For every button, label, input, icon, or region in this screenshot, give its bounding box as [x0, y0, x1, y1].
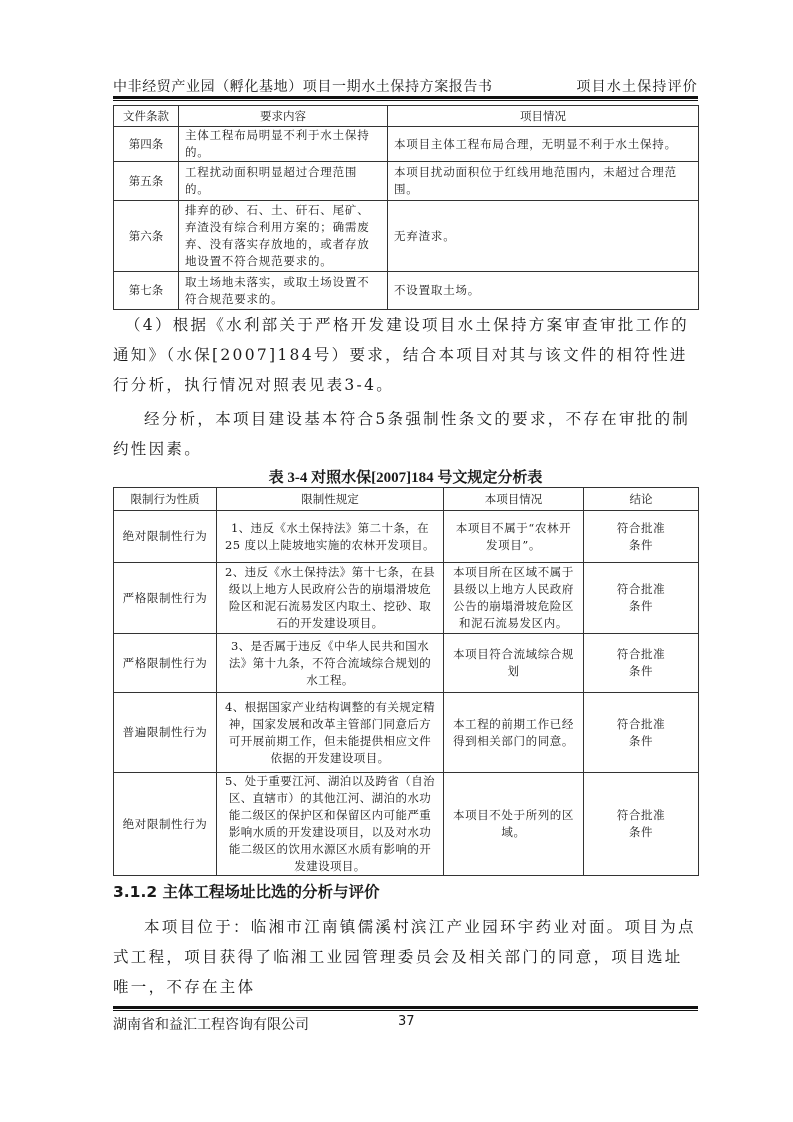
status-cell: 本项目所在区域不属于县级以上地方人民政府公告的崩塌滑坡危险区和泥石流易发区内。 [444, 563, 584, 634]
body-paragraph: 经分析，本项目建设基本符合5条强制性条文的要求，不存在审批的制约性因素。 [113, 410, 691, 458]
restriction-analysis-table [113, 487, 699, 876]
clause-cell: 第七条 [114, 272, 179, 310]
conclusion-cell: 符合批准条件 [584, 563, 699, 634]
status-cell: 本项目不属于“农林开发项目”。 [444, 511, 584, 563]
conclusion-cell: 符合批准条件 [584, 511, 699, 563]
column-header: 限制行为性质 [114, 488, 217, 511]
column-header: 结论 [584, 488, 699, 511]
table-row [114, 773, 699, 876]
table-row [114, 201, 699, 272]
compliance-table-continued [113, 105, 699, 310]
nature-cell: 严格限制性行为 [114, 563, 217, 634]
status-cell: 本工程的前期工作已经得到相关部门的同意。 [444, 693, 584, 773]
column-header: 本项目情况 [444, 488, 584, 511]
requirement-cell: 主体工程布局明显不利于水土保持的。 [179, 127, 388, 162]
requirement-cell: 工程扰动面积明显超过合理范围的。 [179, 162, 388, 201]
footer-rule-thick [113, 1006, 698, 1009]
status-cell: 本项目主体工程布局合理，无明显不利于水土保持。 [388, 127, 699, 162]
header-rule-thick [113, 96, 698, 99]
table-row [114, 162, 699, 201]
table-header-row [114, 488, 699, 511]
column-header: 限制性规定 [217, 488, 444, 511]
table-row [114, 634, 699, 693]
nature-cell: 绝对限制性行为 [114, 773, 217, 876]
nature-cell: 严格限制性行为 [114, 634, 217, 693]
body-paragraph: 本项目位于：临湘市江南镇儒溪村滨江产业园环宇药业对面。项目为点式工程，项目获得了临湘工业园管理委员会及相关部门的同意，项目选址唯一，不存在主体 [113, 918, 696, 996]
footer-rule-thin [113, 1010, 698, 1011]
running-header-title: 中非经贸产业园（孵化基地）项目一期水土保持方案报告书 [113, 79, 493, 95]
header-rule-thin [113, 100, 698, 101]
nature-cell: 普遍限制性行为 [114, 693, 217, 773]
table-row [114, 127, 699, 162]
column-header: 项目情况 [388, 106, 699, 127]
requirement-cell: 排弃的砂、石、土、矸石、尾矿、弃渣没有综合利用方案的；确需废弃、没有落实存放地的，或者存放地设置不符合规范要求的。 [179, 201, 388, 272]
status-cell: 无弃渣求。 [388, 201, 699, 272]
table-caption: 表 3-4 对照水保[2007]184 号文规定分析表 [268, 470, 543, 486]
conclusion-cell: 符合批准条件 [584, 693, 699, 773]
table-row [114, 693, 699, 773]
requirement-cell: 取土场地未落实，或取土场设置不符合规范要求的。 [179, 272, 388, 310]
rule-cell: 3、是否属于违反《中华人民共和国水法》第十九条，不符合流域综合规划的水工程。 [217, 634, 444, 693]
rule-cell: 4、根据国家产业结构调整的有关规定精神，国家发展和改革主管部门同意后方可开展前期工作，但未能提供相应文件依据的开发建设项目。 [217, 693, 444, 773]
rule-cell: 5、处于重要江河、湖泊以及跨省（自治区、直辖市）的其他江河、湖泊的水功能二级区的保护区和保留区内可能严重影响水质的开发建设项目，以及对水功能二级区的饮用水源区水质有影响的开发建设项目。 [217, 773, 444, 876]
column-header: 要求内容 [179, 106, 388, 127]
table-row [114, 272, 699, 310]
clause-cell: 第四条 [114, 127, 179, 162]
table-row [114, 511, 699, 563]
conclusion-cell: 符合批准条件 [584, 773, 699, 876]
clause-cell: 第五条 [114, 162, 179, 201]
rule-cell: 1、违反《水土保持法》第二十条，在 25 度以上陡坡地实施的农林开发项目。 [217, 511, 444, 563]
footer-company: 湖南省和益汇工程咨询有限公司 [113, 1017, 309, 1033]
status-cell: 本项目不处于所列的区域。 [444, 773, 584, 876]
page-number: 37 [398, 1014, 415, 1029]
section-heading: 3.1.2 主体工程场址比选的分析与评价 [113, 883, 380, 901]
rule-cell: 2、违反《水土保持法》第十七条，在县级以上地方人民政府公告的崩塌滑坡危险区和泥石流易发区内取土、挖砂、取石的开发建设项目。 [217, 563, 444, 634]
conclusion-cell: 符合批准条件 [584, 634, 699, 693]
table-row [114, 563, 699, 634]
clause-cell: 第六条 [114, 201, 179, 272]
table-header-row [114, 106, 699, 127]
body-paragraph: （4）根据《水利部关于严格开发建设项目水土保持方案审查审批工作的通知》（水保[2007]184号）要求，结合本项目对其与该文件的相符性进行分析，执行情况对照表见表3-4。 [113, 316, 689, 394]
status-cell: 不设置取土场。 [388, 272, 699, 310]
column-header: 文件条款 [114, 106, 179, 127]
running-header-section: 项目水土保持评价 [576, 79, 698, 95]
status-cell: 本项目符合流域综合规划 [444, 634, 584, 693]
nature-cell: 绝对限制性行为 [114, 511, 217, 563]
status-cell: 本项目扰动面积位于红线用地范围内，未超过合理范围。 [388, 162, 699, 201]
